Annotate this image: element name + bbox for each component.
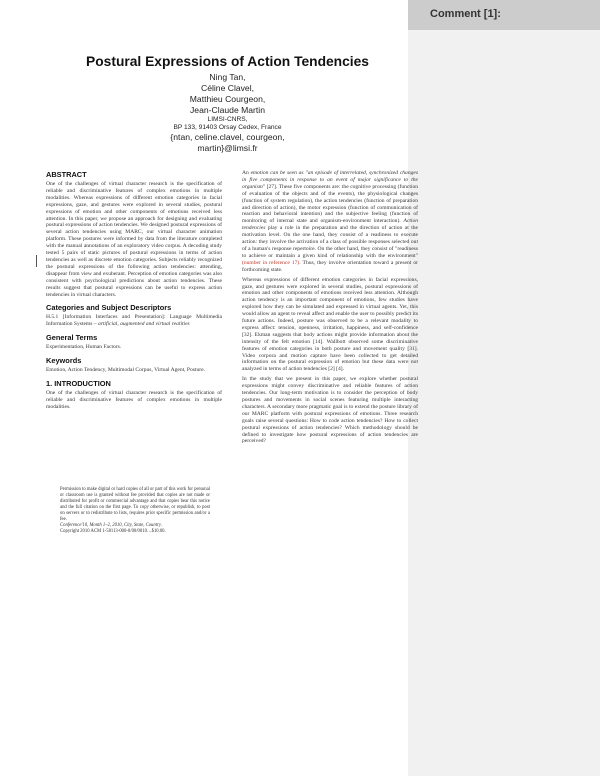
text-run-italic: emotion <box>250 170 269 176</box>
general-terms-text: Experimentation, Human Factors. <box>46 344 122 351</box>
text-run: An <box>242 170 249 176</box>
right-column <box>242 170 418 448</box>
affiliation: LIMSI-CNRS, <box>207 116 248 123</box>
comment-link[interactable]: (number in reference 17) <box>242 259 300 266</box>
author-block <box>60 72 395 154</box>
introduction-text: One of the challenges of virtual character research is the specification of reliable and discriminative features of complex emotions in multiple modalities. <box>46 390 222 410</box>
author-name: Matthieu Courgeon, <box>189 94 266 104</box>
text-run-italic: Action tendencies <box>242 218 418 232</box>
left-column <box>46 170 222 414</box>
right-paragraph-2: Whereas expressions of different emotion categories in facial expressions, gaze, and gestures were explored in several studies, postural expressions of emotion and other components of emotions received less attention. Although action tendency is an important component of emotions, few studies have explored how they can be simulated and expressed in virtual agents. Yet, this would allow an agent to reveal affect and enable the user to possibly predict its future actions. Indeed, posture was observed to be a relevant modality to express affect: tension, openness, irritation, happiness, and self-confidence [32]. Ekman suggests that body actions might provide information about the intensity of the felt emotion [14]. Wallbott observed some discriminative features of emotion categories in both posture and movement quality [31]. Video corpora and motion capture have been collected to get detailed information on the postural expression of emotion but these data were not analyzed in terms of action tendencies [2] [4]. <box>242 276 418 373</box>
author-name: Céline Clavel, <box>200 83 255 93</box>
categories-italic: artificial, augmented and virtual realities <box>97 321 190 328</box>
right-paragraph-3: In the study that we present in this paper, we explore whether postural expressions might convey discriminative and reliable features of action tendencies. Our long-term motivation is to consider the perception of body postures and movements in social scenes featuring multiple interacting characters. A secondary more pragmatic goal is to extend the posture library of our MARC platform with postural expressions of emotions. Three research goals raise several questions: How to code action tendencies? How to collect postural expressions of action tendencies? Which methodology should be defined to investigate how postural expressions of action tendencies are perceived? <box>242 376 418 445</box>
abstract-heading: ABSTRACT <box>46 170 87 179</box>
keywords-heading: Keywords <box>46 356 82 366</box>
categories-plain: H.5.1 [Information Interfaces and Presentation]: Language Multimedia Information Systems – <box>46 314 222 328</box>
keywords-text: Emotion, Action Tendency, Multimodal Corpus, Virtual Agent, Posture. <box>46 367 205 374</box>
general-terms-heading: General Terms <box>46 333 98 343</box>
right-paragraph-1 <box>242 170 418 274</box>
text-run-italic: can be seen as "an episode of interrelated, synchronized changes in five components in response to an event of major significance to the organism" <box>242 170 418 190</box>
text-run: play a role in the preparation and the direction of action at the motivation level. On the one hand, they consist of a readiness to execute action: they involve the activation of a class of possible responses selected out of a human's response repertoire. On the other hand, they consist of "readiness to achieve or maintain a given kind of relationship with the environment" <box>242 225 419 259</box>
comment-sidebar <box>408 0 600 776</box>
comment-header-label: Comment [1]: <box>430 8 501 20</box>
categories-heading: Categories and Subject Descriptors <box>46 303 172 313</box>
author-name: Jean-Claude Martin <box>190 105 265 115</box>
permission-text: Permission to make digital or hard copies of all or part of this work for personal or classroom use is granted without fee provided that copies are not made or distributed for profit or commercial advantage and that copies bear this notice and the full citation on the first page. To copy otherwise, or republish, to post on servers or to redistribute to lists, requires prior specific permission and/or a fee. <box>60 487 210 522</box>
address: BP 133, 91403 Orsay Cedex, France <box>173 124 282 131</box>
paper-title: Postural Expressions of Action Tendencies <box>86 54 369 69</box>
categories-text <box>46 314 222 328</box>
permission-block <box>60 487 210 535</box>
author-name: Ning Tan, <box>209 72 246 82</box>
text-run: . Thus, they involve orientation toward a present or forthcoming state. <box>242 259 418 273</box>
copyright-line: Copyright 2010 ACM 1-58113-000-0/00/0010…$10.00. <box>60 529 166 534</box>
abstract-text: One of the challenges of virtual character research is the specification of reliable and discriminative features of complex emotions in multiple modalities. Whereas expressions of different emotion categories in facial expressions, gaze, and gestures were explored in several studies, postural expressions of emotion and other components of emotions received less attention. In this paper, we propose an approach for designing and evaluating postural expressions of action tendencies. We designed postural expressions of several action tendencies using MARC, our virtual character animation platform. These postures were informed by data from the literature completed with the manual annotations of an exploratory video corpus. A decoding study tested 5 pairs of static pictures of postural expressions in terms of action tendencies as well as discrete emotion categories. Subjects reliably recognized the postural expressions of the following action tendencies: attending, disappear from view and exuberant. Perception of emotion categories was also consistent with psychological predictions about action tendencies. These results suggest that postural expressions can be useful to express action tendencies in virtual characters. <box>46 181 222 298</box>
change-bar <box>36 255 37 267</box>
conference-line: Conference'10, Month 1–2, 2010, City, State, Country. <box>60 523 162 528</box>
introduction-heading: 1. INTRODUCTION <box>46 379 111 389</box>
email-line: martin}@limsi.fr <box>197 143 258 153</box>
comment-header[interactable] <box>408 0 600 30</box>
text-run: [27]. These five components are: the cognitive processing (function of evaluation of the objects and of the events), the physiological changes (function of system regulation), the action tendencies (function of preparation and direction of action), the motor expression (function of communication of reaction and behavioral intention) and the subjective feeling (function of monitoring of internal state and organism-environment interaction). <box>242 183 418 225</box>
email-line: {ntan, celine.clavel, courgeon, <box>170 132 285 142</box>
